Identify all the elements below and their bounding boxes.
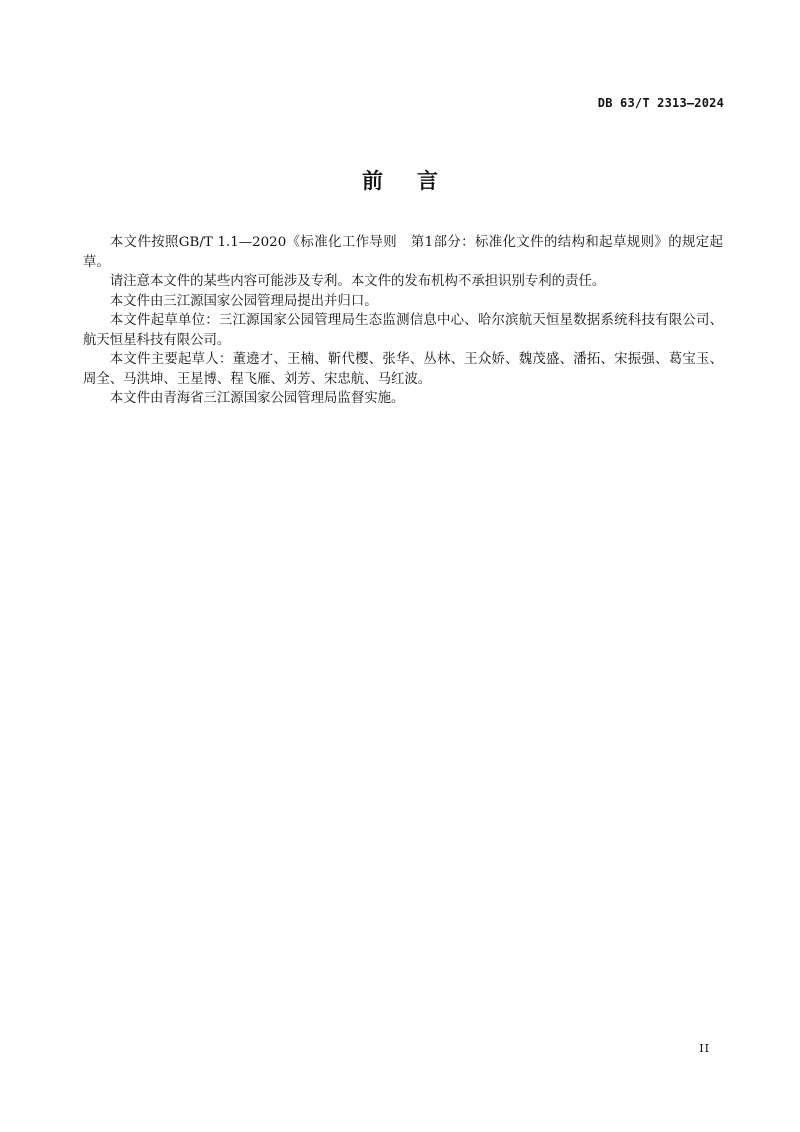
- page-number: II: [699, 1042, 710, 1055]
- paragraph-patent-notice: 请注意本文件的某些内容可能涉及专利。本文件的发布机构不承担识别专利的责任。: [109, 274, 606, 289]
- document-code: DB 63/T 2313—2024: [597, 96, 724, 110]
- foreword-body: [83, 233, 723, 409]
- paragraph-drafting-units: 本文件起草单位：三江源国家公园管理局生态监测信息中心、哈尔滨航天恒星数据系统科技有限公司、航天恒星科技有限公司。: [83, 313, 723, 348]
- paragraph-drafting-rules: 本文件按照GB/T 1.1—2020《标准化工作导则 第1部分：标准化文件的结构和起草规则》的规定起草。: [83, 235, 723, 270]
- paragraph-proposer: 本文件由三江源国家公园管理局提出并归口。: [109, 293, 378, 309]
- paragraph-supervision: 本文件由青海省三江源国家公园管理局监督实施。: [109, 391, 405, 406]
- paragraph-drafters: 本文件主要起草人：董遶才、王楠、靳代樱、张华、丛林、王众娇、魏茂盛、潘拓、宋振强、葛宝玉、周全、马洪坤、王星博、程飞雁、刘芳、宋忠航、马红波。: [83, 352, 723, 387]
- section-title: 前言: [362, 169, 472, 193]
